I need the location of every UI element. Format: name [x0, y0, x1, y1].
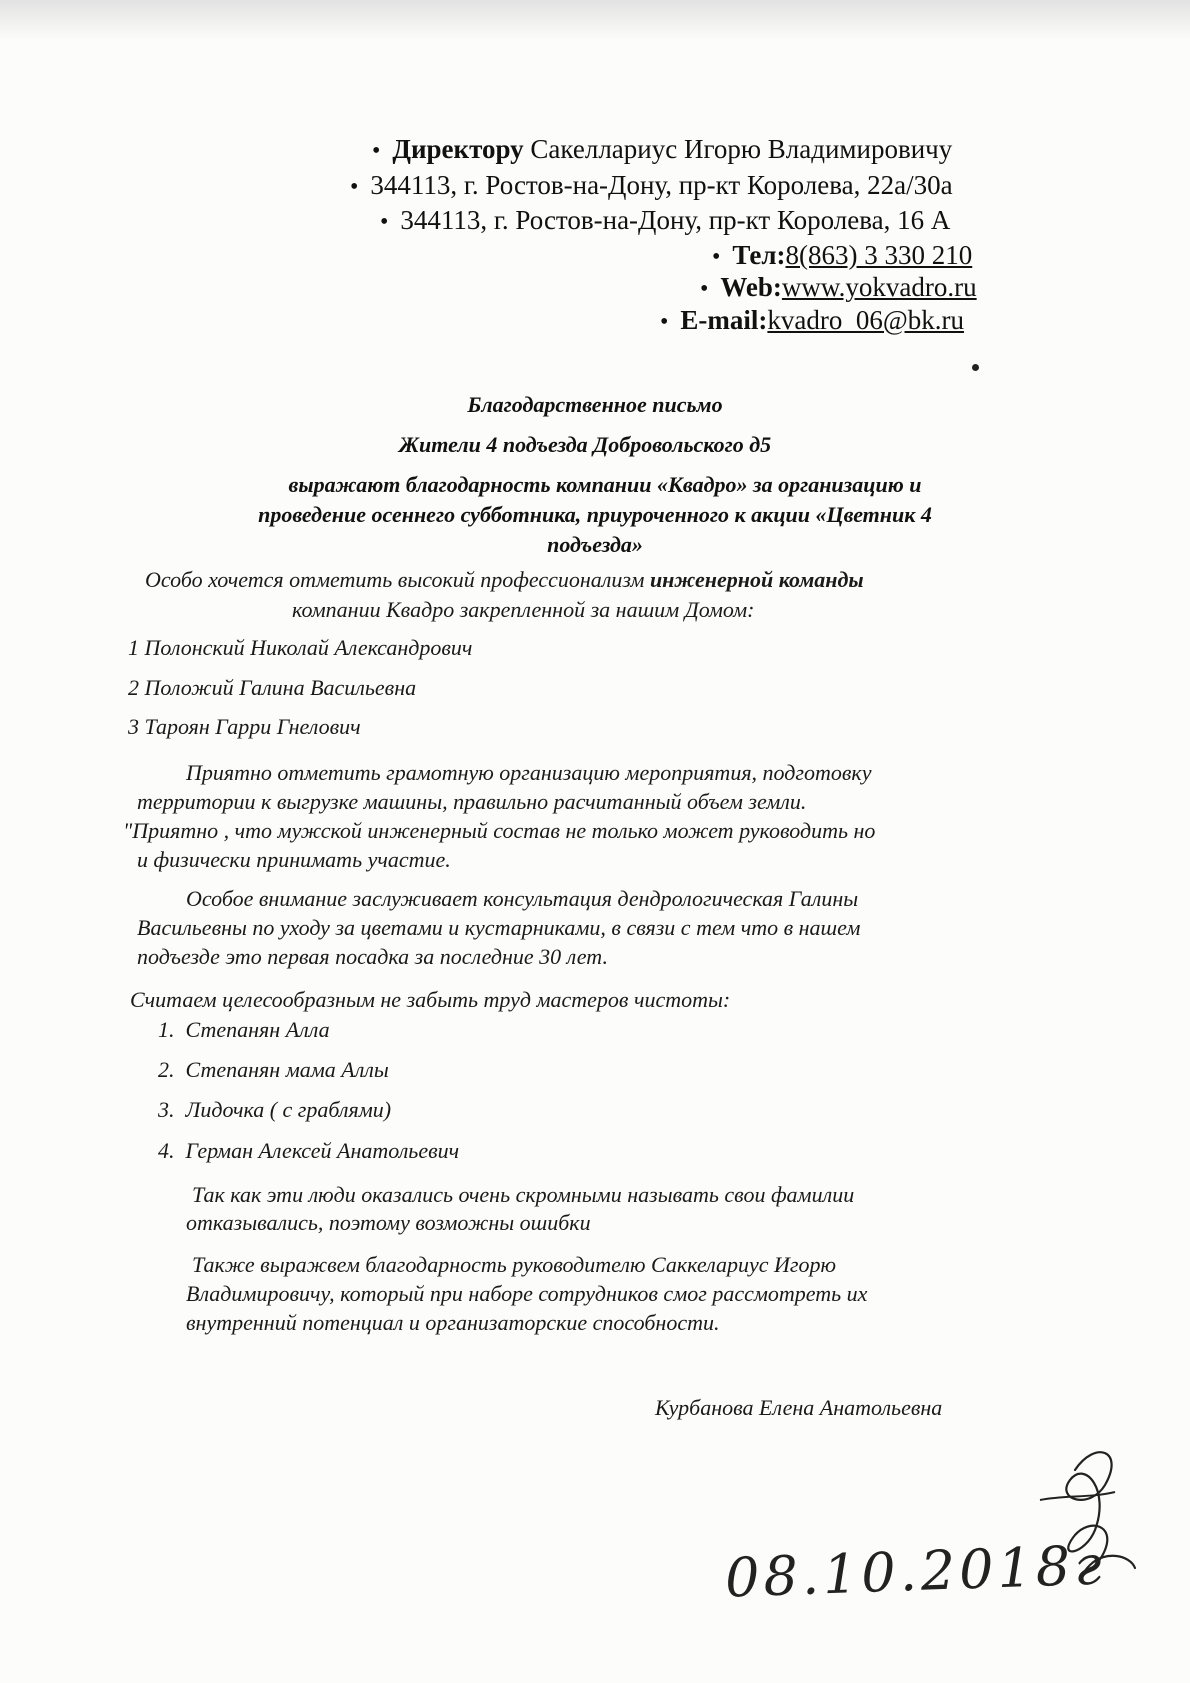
master-item — [158, 1055, 389, 1085]
web-link[interactable]: www.yokvadro.ru — [781, 272, 977, 302]
web-label: Web: — [720, 272, 782, 302]
master-name: Герман Алексей Анатольевич — [185, 1138, 460, 1163]
para4-line2: Владимировичу, который при наборе сотрудников смог рассмотреть их — [186, 1281, 868, 1306]
intro-text: Особо хочется отметить высокий профессионализм — [145, 567, 650, 592]
para1-line3: "Приятно , что мужской инженерный состав не только может руководить но — [123, 818, 876, 843]
director-name: Сакеллариус Игорю Владимировичу — [530, 134, 953, 164]
para1-line4: и физически принимать участие. — [137, 847, 451, 872]
master-name: Степанян мама Аллы — [185, 1057, 389, 1082]
master-num: 4. — [158, 1138, 175, 1163]
header-director: • Директору Сакеллариус Игорю Владимировичу — [372, 134, 953, 164]
master-item — [158, 1095, 391, 1125]
para3-line1: Так как эти люди оказались очень скромными называть свои фамилии — [192, 1182, 855, 1207]
email-link[interactable]: kvadro_06@bk.ru — [767, 305, 964, 335]
engineer-3: 3 Тароян Гарри Гнелович — [128, 714, 361, 739]
header-email: • E-mail:kvadro_06@bk.ru — [660, 305, 964, 335]
para2-line3: подъезде это первая посадка за последние 30 лет. — [137, 944, 608, 969]
master-item — [158, 1015, 330, 1045]
title-line3: выражают благодарность компании «Квадро» за организацию и — [288, 472, 922, 497]
header-web: • Web:www.yokvadro.ru — [700, 272, 977, 302]
para2-line1: Особое внимание заслуживает консультация дендрологическая Галины — [186, 886, 859, 911]
handwritten-date: 08.10.2018г — [724, 1533, 1107, 1610]
letter-subtitle: Жители 4 подъезда Добровольского д5 — [398, 432, 772, 457]
master-num: 3. — [158, 1097, 175, 1122]
para1-line1: Приятно отметить грамотную организацию мероприятия, подготовку — [186, 760, 872, 785]
master-num: 2. — [158, 1057, 175, 1082]
masters-intro: Считаем целесообразным не забыть труд мастеров чистоты: — [130, 987, 731, 1012]
intro-line2: компании Квадро закрепленной за нашим Домом: — [292, 597, 755, 622]
signatory-name: Курбанова Елена Анатольевна — [655, 1395, 943, 1420]
letter-title: Благодарственное письмо — [467, 392, 723, 417]
master-name: Степанян Алла — [185, 1017, 330, 1042]
header-phone: • Тел:8(863) 3 330 210 — [712, 240, 973, 270]
master-item — [158, 1136, 459, 1166]
para4-line1: Также выражвем благодарность руководителю Саккелариус Игорю — [192, 1252, 836, 1277]
para3-line2: отказывались, поэтому возможны ошибки — [186, 1210, 591, 1235]
phone-value: 8(863) 3 330 210 — [785, 240, 973, 270]
phone-label: Тел: — [732, 240, 786, 270]
scan-edge — [0, 0, 1190, 40]
master-name: Лидочка ( с граблями) — [185, 1097, 392, 1122]
para2-line2: Васильевны по уходу за цветами и кустарниками, в связи с тем что в нашем — [137, 915, 861, 940]
para4-line3: внутренний потенциал и организаторские способности. — [186, 1310, 720, 1335]
header-address2: • 344113, г. Ростов-на-Дону, пр-кт Королева, 16 А — [380, 205, 951, 235]
address2-text: 344113, г. Ростов-на-Дону, пр-кт Королева, 16 А — [400, 205, 951, 235]
para1-line2: территории к выгрузке машины, правильно расчитанный объем земли. — [137, 789, 807, 814]
stray-bullet-dot — [972, 364, 979, 371]
engineer-1: 1 Полонский Николай Александрович — [128, 635, 473, 660]
engineer-2: 2 Положий Галина Васильевна — [128, 675, 417, 700]
email-label: E-mail: — [680, 305, 768, 335]
address1-text: 344113, г. Ростов-на-Дону, пр-кт Королева, 22а/30а — [370, 170, 953, 200]
intro-line1 — [145, 565, 864, 595]
header-address1: • 344113, г. Ростов-на-Дону, пр-кт Королева, 22а/30а — [350, 170, 953, 200]
title-line5: подъезда» — [547, 532, 643, 557]
title-line4: проведение осеннего субботника, приуроченного к акции «Цветник 4 — [258, 502, 932, 527]
director-label: Директору — [392, 134, 524, 164]
master-num: 1. — [158, 1017, 175, 1042]
intro-emphasis: инженерной команды — [649, 567, 864, 592]
